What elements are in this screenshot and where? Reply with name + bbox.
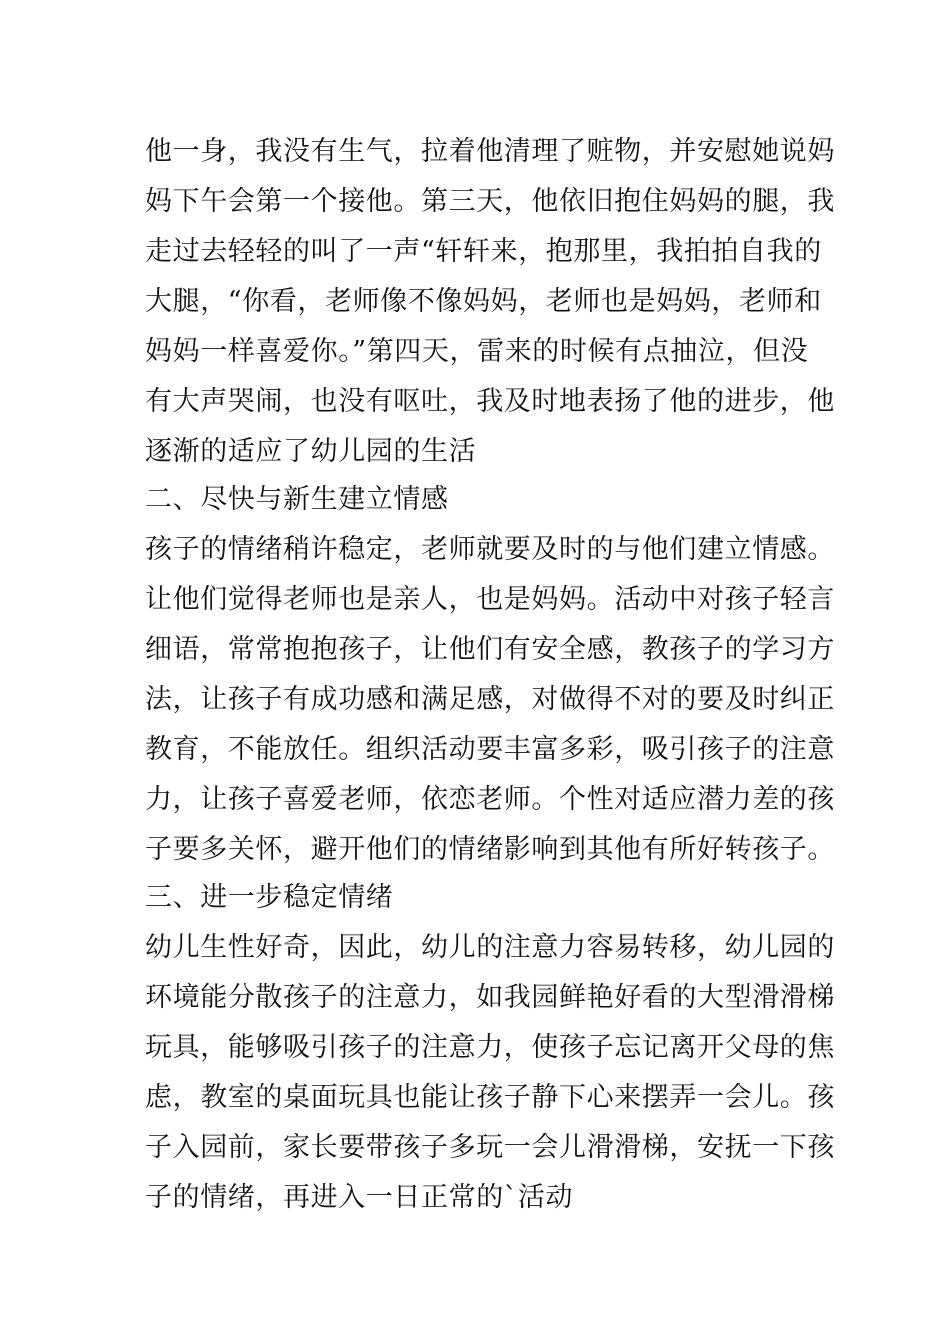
paragraph-line: 环境能分散孩子的注意力，如我园鲜艳好看的大型滑滑梯 xyxy=(145,982,835,1013)
paragraph-line: 幼儿生性好奇，因此，幼儿的注意力容易转移，幼儿园的 xyxy=(145,932,835,963)
paragraph-line: 让他们觉得老师也是亲人，也是妈妈。活动中对孩子轻言 xyxy=(145,584,835,615)
paragraph-line: 子入园前，家长要带孩子多玩一会儿滑滑梯，安抚一下孩 xyxy=(145,1132,835,1163)
section-heading: 二、尽快与新生建立情感 xyxy=(145,484,449,515)
paragraph-line: 大腿，“你看，老师像不像妈妈，老师也是妈妈，老师和 xyxy=(145,286,822,317)
paragraph-line: 力，让孩子喜爱老师，依恋老师。个性对适应潜力差的孩 xyxy=(145,784,835,815)
paragraph-line: 孩子的情绪稍许稳定，老师就要及时的与他们建立情感。 xyxy=(145,534,835,565)
paragraph-line: 法，让孩子有成功感和满足感，对做得不对的要及时纠正 xyxy=(145,684,835,715)
paragraph-line: 教育，不能放任。组织活动要丰富多彩，吸引孩子的注意 xyxy=(145,734,835,765)
section-heading: 三、进一步稳定情绪 xyxy=(145,882,394,913)
paragraph-line: 子要多关怀，避开他们的情绪影响到其他有所好转孩子。 xyxy=(145,834,835,865)
paragraph-line: 子的情绪，再进入一日正常的`活动 xyxy=(145,1182,574,1213)
paragraph-line: 妈妈一样喜爱你。”第四天，雷来的时候有点抽泣，但没 xyxy=(145,336,809,367)
paragraph-line: 妈下午会第一个接他。第三天，他依旧抱住妈妈的腿，我 xyxy=(145,186,835,217)
paragraph-line: 走过去轻轻的叫了一声“轩轩来，抱那里，我拍拍自我的 xyxy=(145,236,822,267)
paragraph-line: 逐渐的适应了幼儿园的生活 xyxy=(145,436,477,467)
paragraph-line: 有大声哭闹，也没有呕吐，我及时地表扬了他的进步，他 xyxy=(145,386,835,417)
paragraph-line: 他一身，我没有生气，拉着他清理了赃物，并安慰她说妈 xyxy=(145,136,835,167)
paragraph-line: 虑，教室的桌面玩具也能让孩子静下心来摆弄一会儿。孩 xyxy=(145,1082,835,1113)
paragraph-line: 玩具，能够吸引孩子的注意力，使孩子忘记离开父母的焦 xyxy=(145,1032,835,1063)
paragraph-line: 细语，常常抱抱孩子，让他们有安全感，教孩子的学习方 xyxy=(145,634,835,665)
